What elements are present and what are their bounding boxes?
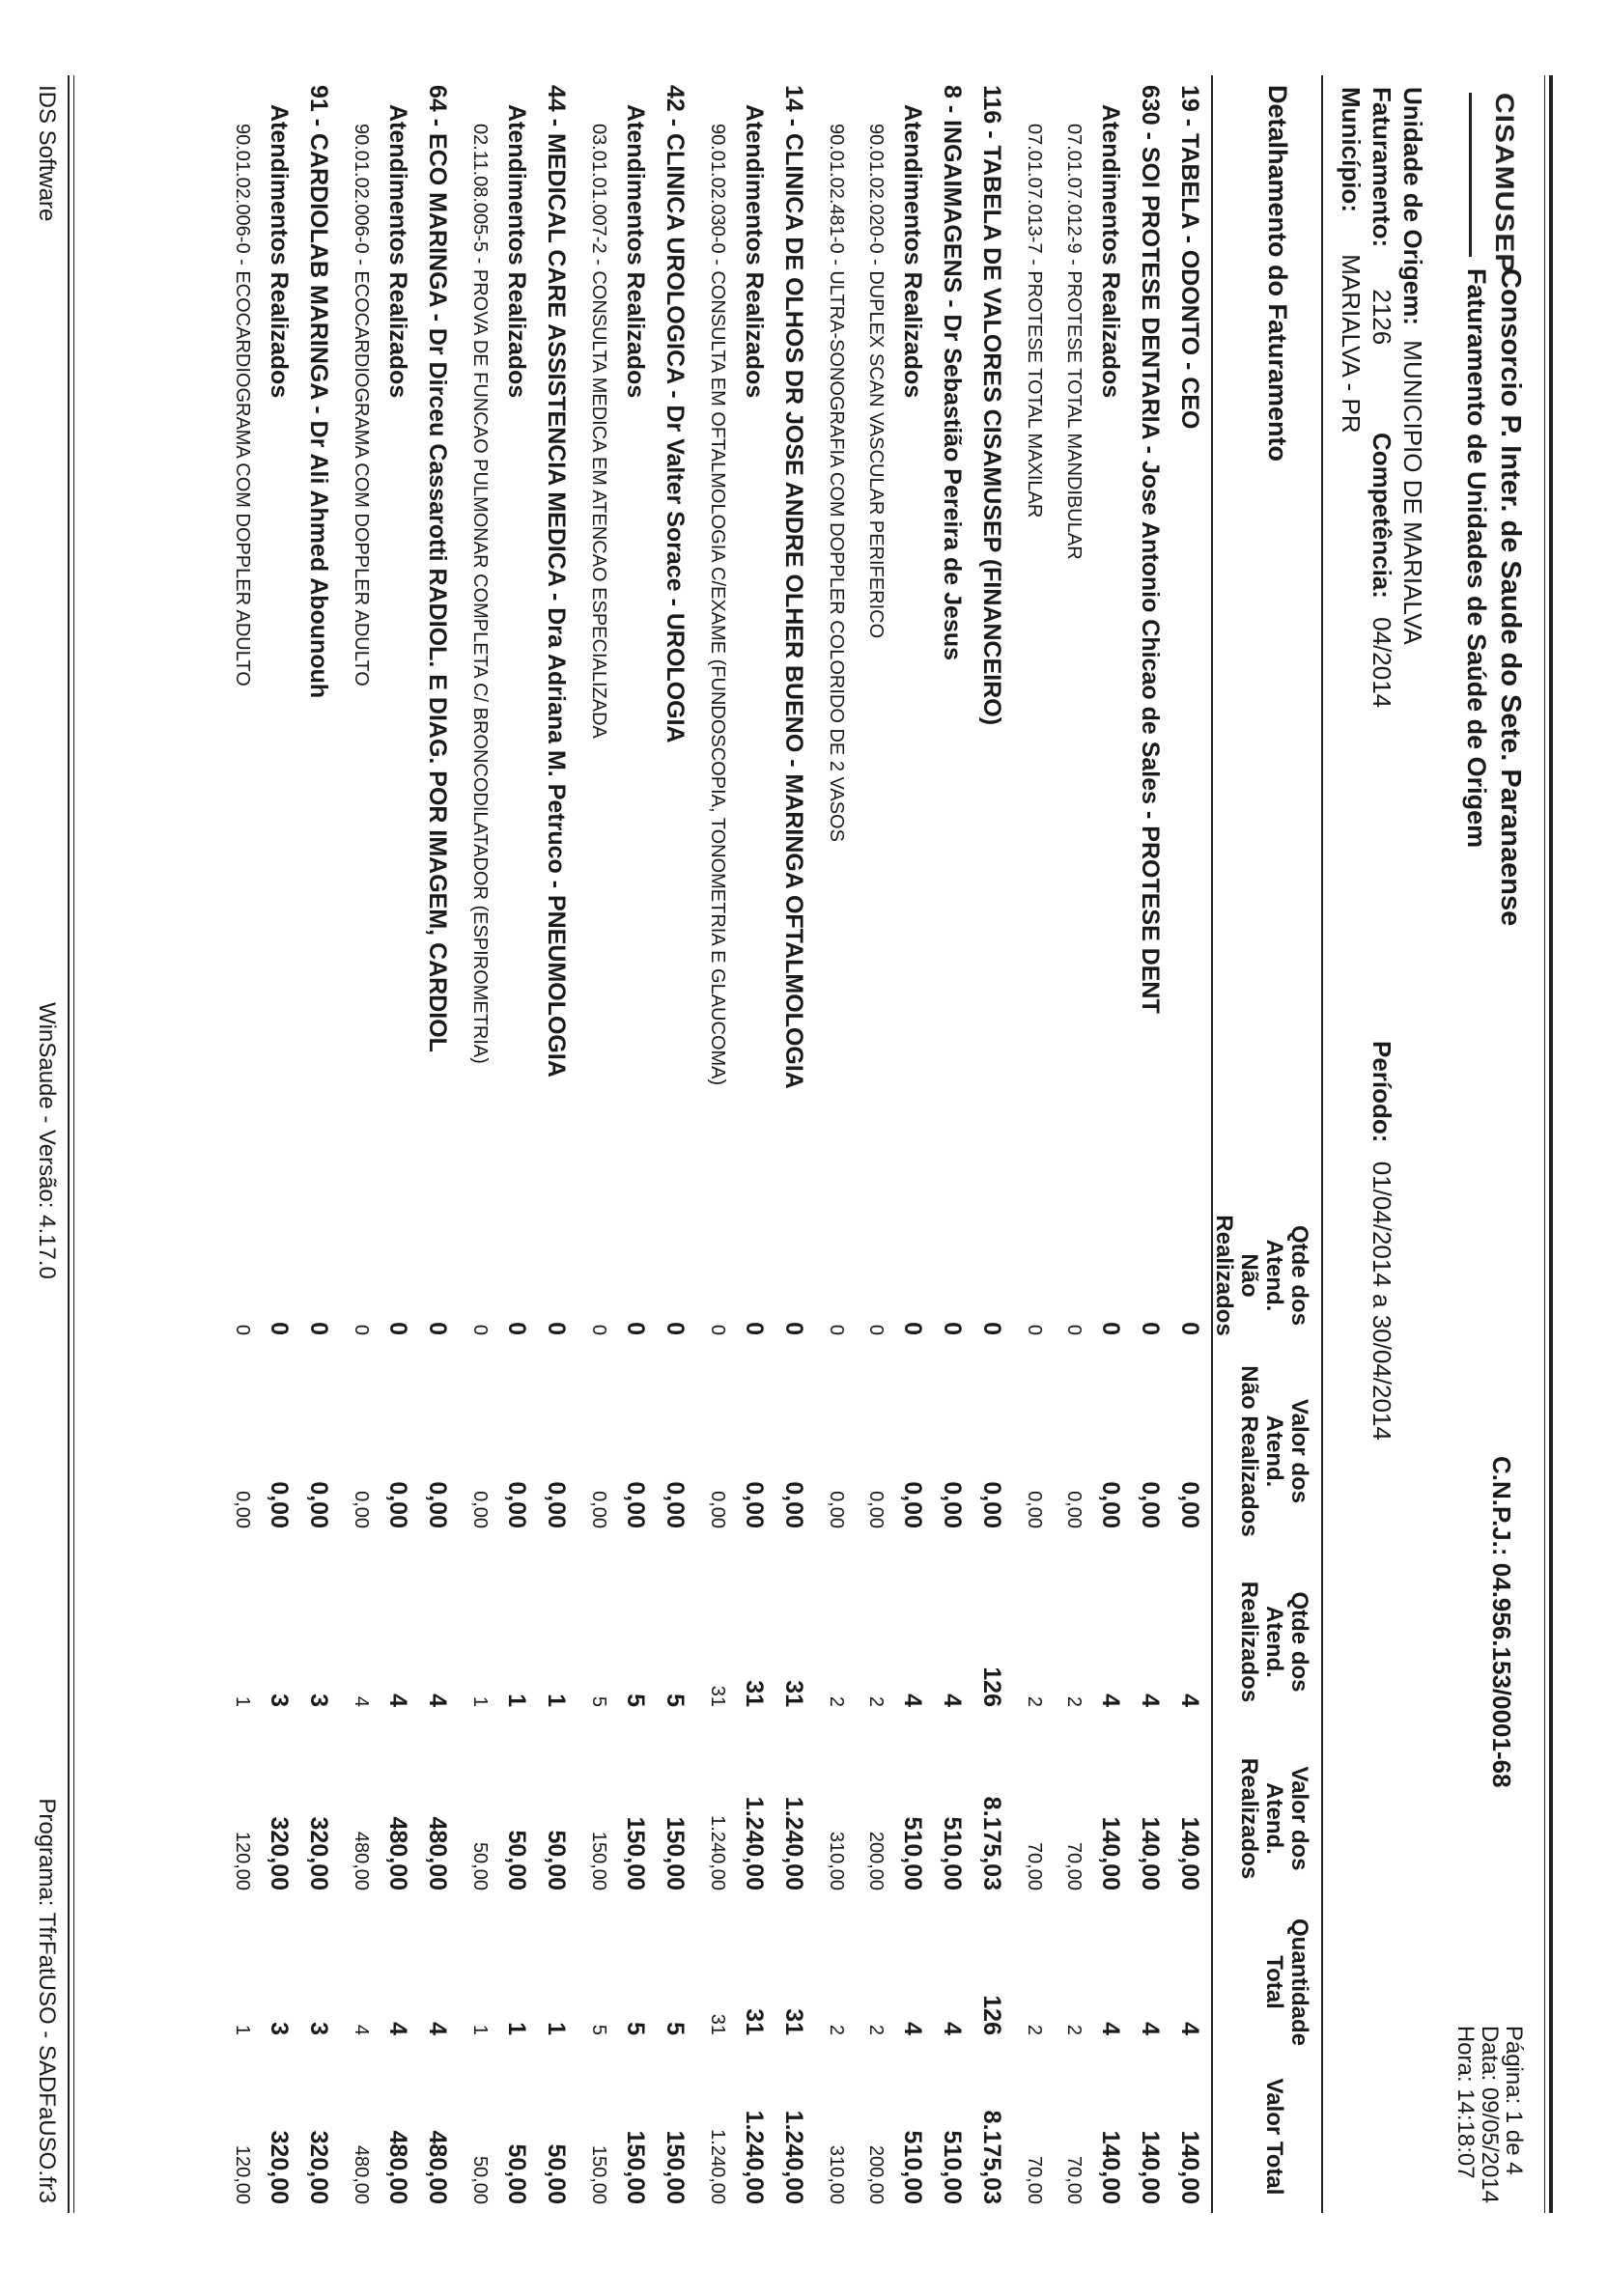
cnpj: C.N.P.J.: 04.956.153/0001-68 [1487, 1456, 1516, 1788]
row-q-real: 3 [266, 1694, 293, 1707]
row-v-real: 150,00 [662, 1816, 689, 1890]
row-q-tot: 5 [622, 2022, 649, 2035]
row-v-nao: 0,00 [707, 1491, 728, 1528]
row-v-tot: 320,00 [305, 2130, 332, 2204]
row-q-nao: 0 [899, 1322, 926, 1335]
row-v-real: 510,00 [939, 1816, 966, 1890]
row-v-tot: 70,00 [1063, 2155, 1085, 2204]
row-q-nao: 0 [865, 1324, 887, 1335]
row-description: Atendimentos Realizados [899, 104, 926, 399]
row-q-tot: 31 [741, 2008, 768, 2035]
detail-title: Detalhamento do Faturamento [1263, 85, 1292, 462]
table-row [1165, 75, 1203, 2213]
row-q-nao: 0 [424, 1322, 451, 1335]
row-v-real: 480,00 [351, 1831, 372, 1890]
row-q-real: 4 [424, 1694, 451, 1707]
row-q-real: 2 [826, 1695, 847, 1707]
row-v-tot: 70,00 [1024, 2155, 1045, 2204]
table-row [610, 75, 649, 2213]
row-q-real: 2 [1063, 1695, 1085, 1707]
row-v-nao: 0,00 [305, 1481, 332, 1528]
row-q-nao: 0 [1024, 1324, 1045, 1335]
row-v-real: 70,00 [1024, 1841, 1045, 1890]
row-q-nao: 0 [780, 1322, 807, 1335]
row-q-real: 1 [543, 1694, 570, 1707]
col-qtd-nao-line1: Qtde dos Atend. [1261, 1224, 1312, 1326]
row-v-nao: 0,00 [1063, 1491, 1085, 1528]
row-v-real: 150,00 [588, 1831, 609, 1890]
row-description: 90.01.02.006-0 - ECOCARDIOGRAMA COM DOPPLER ADULTO [351, 124, 372, 686]
table-row [1006, 75, 1045, 2213]
table-row [571, 75, 609, 2213]
row-v-nao: 0,00 [1137, 1481, 1164, 1528]
municipio-row [1336, 87, 1366, 434]
row-description: 64 - ECO MARINGA - Dr Dirceu Cassarotti RADIOL. E DIAG. POR IMAGEM, CARDIOL [424, 85, 451, 1052]
table-row [1085, 75, 1124, 2213]
col-qtd-nao-realizados [1205, 1193, 1311, 1358]
row-q-nao: 0 [503, 1322, 530, 1335]
row-description: Atendimentos Realizados [1097, 104, 1124, 399]
row-q-tot: 31 [707, 2013, 728, 2035]
row-q-real: 2 [1024, 1695, 1045, 1707]
row-v-nao: 0,00 [622, 1481, 649, 1528]
table-row [492, 75, 530, 2213]
row-q-nao: 0 [469, 1324, 491, 1335]
row-q-tot: 126 [978, 1995, 1005, 2035]
row-v-tot: 140,00 [1137, 2130, 1164, 2204]
row-q-nao: 0 [1063, 1324, 1085, 1335]
row-q-real: 4 [939, 1694, 966, 1707]
row-description: 90.01.02.020-0 - DUPLEX SCAN VASCULAR PERIFERICO [865, 124, 887, 639]
logo-text: CISAMUSEP [1489, 93, 1519, 274]
row-v-nao: 0,00 [826, 1491, 847, 1528]
competencia-value: 04/2014 [1367, 617, 1396, 709]
table-row [808, 75, 847, 2213]
municipio-label: Município: [1337, 87, 1366, 212]
table-row [967, 75, 1005, 2213]
row-q-real: 4 [351, 1695, 372, 1707]
row-v-tot: 1.240,00 [741, 2110, 768, 2204]
row-q-real: 31 [741, 1680, 768, 1707]
table-row [531, 75, 570, 2213]
row-q-tot: 4 [1176, 2022, 1203, 2035]
row-q-nao: 0 [232, 1324, 253, 1335]
row-q-tot: 31 [780, 2008, 807, 2035]
row-q-tot: 4 [1097, 2022, 1124, 2035]
row-description: Atendimentos Realizados [266, 104, 293, 399]
row-q-real: 5 [588, 1695, 609, 1707]
row-q-real: 5 [622, 1694, 649, 1707]
col-valor-realizados [1205, 1734, 1311, 1903]
footer-rule-thin [73, 75, 74, 2213]
row-v-real: 8.175,03 [978, 1796, 1005, 1890]
table-row [452, 75, 491, 2213]
row-v-nao: 0,00 [503, 1481, 530, 1528]
row-q-nao: 0 [662, 1322, 689, 1335]
row-v-tot: 1.240,00 [780, 2110, 807, 2204]
table-row [769, 75, 807, 2213]
row-v-tot: 150,00 [662, 2130, 689, 2204]
table-row [1046, 75, 1085, 2213]
row-description: Atendimentos Realizados [622, 104, 649, 399]
col-val-real-line2: Realizados [1236, 1757, 1262, 1880]
footer-rule [68, 75, 70, 2213]
col-qtd-total-line2: Total [1261, 1955, 1287, 2009]
row-v-real: 140,00 [1137, 1816, 1164, 1890]
row-description: Atendimentos Realizados [741, 104, 768, 399]
org-name: Consorcio P. Inter. de Saude do Sete. Paranaense [1495, 268, 1526, 927]
row-q-tot: 2 [1063, 2024, 1085, 2035]
faturamento-value: 2126 [1367, 289, 1396, 346]
row-description: 14 - CLINICA DE OLHOS DR JOSE ANDRE OLHER BUENO - MARINGA OFTALMOLOGIA [780, 85, 807, 1089]
col-qtd-nao-line2: Não Realizados [1211, 1215, 1262, 1336]
row-v-tot: 480,00 [351, 2144, 372, 2204]
report-frame [29, 75, 1553, 2213]
row-q-nao: 0 [741, 1322, 768, 1335]
table-row [294, 75, 332, 2213]
row-q-nao: 0 [305, 1322, 332, 1335]
row-q-real: 5 [662, 1694, 689, 1707]
row-q-nao: 0 [622, 1322, 649, 1335]
row-q-tot: 4 [384, 2022, 411, 2035]
row-v-tot: 320,00 [266, 2130, 293, 2204]
table-row [690, 75, 728, 2213]
unidade-value: MUNICIPIO DE MARIALVA [1398, 340, 1427, 645]
competencia-label: Competência: [1367, 433, 1396, 599]
row-q-nao: 0 [1176, 1322, 1203, 1335]
row-q-nao: 0 [588, 1324, 609, 1335]
row-v-nao: 0,00 [1024, 1491, 1045, 1528]
row-v-real: 510,00 [899, 1816, 926, 1890]
row-v-real: 310,00 [826, 1831, 847, 1890]
row-v-real: 140,00 [1097, 1816, 1124, 1890]
print-time: Hora: 14:18:07 [1452, 2025, 1479, 2179]
row-q-real: 126 [978, 1666, 1005, 1707]
row-description: 03.01.01.007-2 - CONSULTA MEDICA EM ATENCAO ESPECIALIZADA [588, 124, 609, 739]
row-v-tot: 310,00 [826, 2144, 847, 2204]
table-row [214, 75, 253, 2213]
row-q-tot: 2 [1024, 2024, 1045, 2035]
row-q-real: 4 [1176, 1694, 1203, 1707]
row-v-tot: 510,00 [939, 2130, 966, 2204]
row-v-nao: 0,00 [1176, 1481, 1203, 1528]
row-q-tot: 2 [826, 2024, 847, 2035]
row-v-tot: 480,00 [384, 2130, 411, 2204]
row-description: 02.11.08.005-5 - PROVA DE FUNCAO PULMONAR COMPLETA C/ BRONCODILATADOR (ESPIROMETRIA) [469, 124, 491, 1064]
page-number: Página: 1 de 4 [1501, 2025, 1527, 2175]
row-v-nao: 0,00 [469, 1491, 491, 1528]
row-v-tot: 150,00 [588, 2144, 609, 2204]
row-v-nao: 0,00 [1097, 1481, 1124, 1528]
row-description: 19 - TABELA - ODONTO - CEO [1176, 85, 1203, 430]
row-description: 07.01.07.013-7 - PROTESE TOTAL MAXILAR [1024, 124, 1045, 518]
footer-center: WinSaude - Versão: 4.17.0 [34, 1002, 60, 1279]
footer-left: IDS Software [34, 85, 60, 222]
row-q-tot: 1 [469, 2024, 491, 2035]
print-date: Data: 09/05/2014 [1477, 2025, 1503, 2203]
table-row [333, 75, 372, 2213]
row-q-real: 4 [899, 1694, 926, 1707]
row-v-real: 320,00 [305, 1816, 332, 1890]
row-description: 44 - MEDICAL CARE ASSISTENCIA MEDICA - Dra Adriana M. Petruco - PNEUMOLOGIA [543, 85, 570, 1078]
row-q-tot: 1 [543, 2022, 570, 2035]
col-qtd-real-line2: Realizados [1236, 1581, 1262, 1703]
row-v-nao: 0,00 [351, 1491, 372, 1528]
col-quantidade-total [1205, 1915, 1311, 2050]
row-v-real: 480,00 [424, 1816, 451, 1890]
row-v-nao: 0,00 [266, 1481, 293, 1528]
row-v-nao: 0,00 [899, 1481, 926, 1528]
row-v-real: 50,00 [543, 1830, 570, 1890]
row-q-real: 4 [1137, 1694, 1164, 1707]
row-v-real: 480,00 [384, 1816, 411, 1890]
row-v-nao: 0,00 [384, 1481, 411, 1528]
row-v-real: 200,00 [865, 1831, 887, 1890]
row-description: 90.01.02.481-0 - ULTRA-SONOGRAFIA COM DOPPLER COLORIDO DE 2 VASOS [826, 124, 847, 842]
row-q-tot: 3 [305, 2022, 332, 2035]
row-q-real: 2 [865, 1695, 887, 1707]
row-q-real: 31 [707, 1685, 728, 1707]
row-v-tot: 50,00 [503, 2143, 530, 2204]
report-footer [29, 75, 64, 2213]
cisamusep-logo [1469, 93, 1520, 274]
row-q-tot: 4 [899, 2022, 926, 2035]
row-q-tot: 1 [232, 2024, 253, 2035]
row-description: 90.01.02.030-0 - CONSULTA EM OFTALMOLOGIA C/EXAME (FUNDOSCOPIA, TONOMETRIA E GLAUCOMA) [707, 124, 728, 1086]
periodo-value: 01/04/2014 a 30/04/2014 [1367, 1161, 1396, 1441]
row-q-real: 31 [780, 1680, 807, 1707]
row-q-nao: 0 [1137, 1322, 1164, 1335]
row-v-real: 150,00 [622, 1816, 649, 1890]
row-v-nao: 0,00 [424, 1481, 451, 1528]
row-v-real: 50,00 [469, 1841, 491, 1890]
row-v-tot: 480,00 [424, 2130, 451, 2204]
row-q-tot: 4 [1137, 2022, 1164, 2035]
row-q-nao: 0 [707, 1324, 728, 1335]
row-v-real: 320,00 [266, 1816, 293, 1890]
row-q-tot: 2 [865, 2024, 887, 2035]
unidade-label: Unidade de Origem: [1398, 87, 1427, 326]
row-description: Atendimentos Realizados [503, 104, 530, 399]
row-v-real: 120,00 [232, 1831, 253, 1890]
municipio-value: MARIALVA - PR [1337, 254, 1366, 434]
row-v-nao: 0,00 [232, 1491, 253, 1528]
origin-info [1321, 75, 1427, 2213]
row-v-real: 70,00 [1063, 1841, 1085, 1890]
row-description: 07.01.07.012-9 - PROTESE TOTAL MANDIBULAR [1063, 124, 1085, 560]
row-v-real: 140,00 [1176, 1816, 1203, 1890]
table-row [254, 75, 293, 2213]
row-v-real: 1.240,00 [780, 1796, 807, 1890]
row-q-nao: 0 [939, 1322, 966, 1335]
footer-right: Programa: TfrFatUSO - SADFaUSO.fr3 [34, 1798, 60, 2203]
info-divider [1321, 75, 1323, 2213]
row-q-nao: 0 [826, 1324, 847, 1335]
row-q-nao: 0 [351, 1324, 372, 1335]
row-v-nao: 0,00 [865, 1491, 887, 1528]
col-qtd-realizados [1205, 1557, 1311, 1726]
faturamento-label: Faturamento: [1367, 87, 1396, 248]
page-meta [1453, 2026, 1526, 2203]
row-q-tot: 4 [939, 2022, 966, 2035]
row-v-tot: 140,00 [1097, 2130, 1124, 2204]
table-row [888, 75, 926, 2213]
row-v-tot: 150,00 [622, 2130, 649, 2204]
top-rule-thin [1544, 75, 1545, 2213]
row-description: 8 - INGAIMAGENS - Dr Sebastião Pereira de Jesus [939, 85, 966, 661]
row-description: 42 - CLINICA UROLOGICA - Dr Valter Sorace - UROLOGIA [662, 85, 689, 743]
row-v-nao: 0,00 [780, 1481, 807, 1528]
row-q-tot: 4 [424, 2022, 451, 2035]
col-val-total-line1: Valor Total [1261, 2078, 1287, 2196]
competencia-row [1367, 433, 1396, 708]
row-v-tot: 8.175,03 [978, 2110, 1005, 2204]
row-description: 91 - CARDIOLAB MARINGA - Dr Ali Ahmed Abounouh [305, 85, 332, 699]
faturamento-row [1367, 87, 1396, 345]
report-name: Faturamento de Unidades de Saúde de Origem [1462, 268, 1491, 849]
row-q-tot: 4 [351, 2024, 372, 2035]
row-v-nao: 0,00 [741, 1481, 768, 1528]
row-v-nao: 0,00 [939, 1481, 966, 1528]
row-description: Atendimentos Realizados [384, 104, 411, 399]
row-q-real: 1 [232, 1695, 253, 1707]
row-q-tot: 1 [503, 2022, 530, 2035]
table-row [412, 75, 451, 2213]
col-val-nao-line2: Não Realizados [1236, 1365, 1262, 1537]
row-v-nao: 0,00 [588, 1491, 609, 1528]
table-row [927, 75, 966, 2213]
col-valor-nao-realizados [1205, 1364, 1311, 1538]
row-v-tot: 1.240,00 [707, 2129, 728, 2204]
row-v-real: 1.240,00 [741, 1796, 768, 1890]
top-rule [1549, 75, 1553, 2213]
row-v-tot: 50,00 [543, 2143, 570, 2204]
col-qtd-real-line1: Qtde dos Atend. [1261, 1591, 1312, 1693]
col-val-nao-line1: Valor dos Atend. [1261, 1398, 1312, 1504]
row-q-real: 3 [305, 1694, 332, 1707]
table-row [650, 75, 689, 2213]
row-v-real: 50,00 [503, 1830, 530, 1890]
row-q-nao: 0 [543, 1322, 570, 1335]
col-val-real-line1: Valor dos Atend. [1261, 1766, 1312, 1871]
row-q-nao: 0 [978, 1322, 1005, 1335]
table-row [373, 75, 411, 2213]
table-row [848, 75, 887, 2213]
unidade-row [1397, 87, 1427, 645]
row-v-tot: 510,00 [899, 2130, 926, 2204]
row-v-tot: 50,00 [469, 2155, 491, 2204]
row-q-nao: 0 [1097, 1322, 1124, 1335]
row-q-nao: 0 [266, 1322, 293, 1335]
row-v-tot: 120,00 [232, 2144, 253, 2204]
row-q-tot: 5 [662, 2022, 689, 2035]
header-divider [1211, 75, 1213, 2213]
row-q-real: 4 [1097, 1694, 1124, 1707]
periodo-label: Período: [1367, 1041, 1396, 1143]
row-q-real: 1 [503, 1694, 530, 1707]
row-q-tot: 5 [588, 2024, 609, 2035]
periodo-row [1367, 1041, 1396, 1441]
row-q-nao: 0 [384, 1322, 411, 1335]
row-q-real: 4 [384, 1694, 411, 1707]
row-v-real: 1.240,00 [707, 1815, 728, 1890]
row-description: 90.01.02.006-0 - ECOCARDIOGRAMA COM DOPPLER ADULTO [232, 124, 253, 686]
row-v-nao: 0,00 [662, 1481, 689, 1528]
table-row [1125, 75, 1164, 2213]
row-v-nao: 0,00 [543, 1481, 570, 1528]
row-q-tot: 3 [266, 2022, 293, 2035]
row-description: 116 - TABELA DE VALORES CISAMUSEP (FINANCEIRO) [978, 85, 1005, 726]
row-v-tot: 140,00 [1176, 2130, 1203, 2204]
col-qtd-total-line1: Quantidade [1286, 1918, 1312, 2046]
row-q-real: 1 [469, 1695, 491, 1707]
row-v-nao: 0,00 [978, 1481, 1005, 1528]
table-row [729, 75, 768, 2213]
row-description: 630 - SOI PROTESE DENTARIA - Jose Antonio Chicao de Sales - PROTESE DENT [1137, 85, 1164, 1014]
row-v-tot: 200,00 [865, 2144, 887, 2204]
